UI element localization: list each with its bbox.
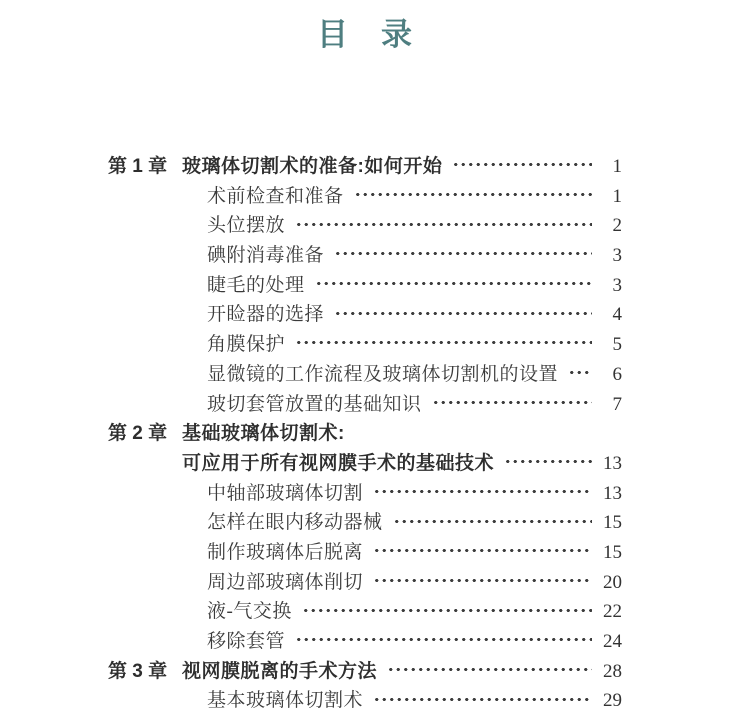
chapter-label: 第 1 章 bbox=[108, 156, 168, 177]
dot-leader bbox=[373, 489, 592, 494]
entry-title: 术前检查和准备 bbox=[207, 185, 344, 207]
dot-leader bbox=[393, 519, 592, 524]
page-number: 29 bbox=[603, 690, 622, 712]
chapter-label: 第 3 章 bbox=[108, 660, 168, 682]
entry-title: 制作玻璃体后脱离 bbox=[207, 541, 364, 563]
entry-title: 角膜保护 bbox=[207, 334, 286, 356]
page-number: 15 bbox=[603, 512, 622, 534]
entry-title: 中轴部玻璃体切割 bbox=[207, 482, 364, 504]
entry-title: 玻切套管放置的基础知识 bbox=[207, 393, 422, 415]
page-number: 3 bbox=[612, 274, 622, 296]
page-title: 目 录 bbox=[317, 17, 413, 52]
dot-leader bbox=[334, 311, 592, 316]
dot-leader bbox=[302, 608, 592, 613]
dot-leader bbox=[373, 697, 592, 702]
entry-title: 碘附消毒准备 bbox=[207, 245, 325, 267]
dot-leader bbox=[295, 340, 592, 345]
dot-leader bbox=[373, 548, 592, 553]
page-number: 2 bbox=[612, 215, 622, 237]
toc-section-row bbox=[108, 479, 622, 509]
page-number: 3 bbox=[612, 245, 622, 267]
dot-leader bbox=[432, 400, 592, 405]
toc-chapter-row bbox=[108, 152, 622, 182]
page-number: 24 bbox=[603, 631, 622, 652]
toc-section-row bbox=[108, 568, 622, 598]
toc-chapter-row bbox=[108, 657, 622, 687]
page-number: 13 bbox=[603, 482, 622, 504]
dot-leader bbox=[295, 222, 592, 227]
page-number: 5 bbox=[612, 334, 622, 356]
page-number: 7 bbox=[612, 393, 622, 415]
entry-title: 显微镜的工作流程及玻璃体切割机的设置 bbox=[207, 363, 559, 385]
page-number: 22 bbox=[603, 601, 622, 623]
toc-section-row bbox=[108, 330, 622, 360]
toc-section-row bbox=[108, 360, 622, 390]
dot-leader bbox=[334, 251, 592, 256]
page-number: 13 bbox=[603, 452, 622, 474]
toc-section-row bbox=[108, 686, 622, 716]
entry-title: 移除套管 bbox=[207, 631, 286, 652]
entry-title: 开睑器的选择 bbox=[207, 304, 325, 326]
entry-title: 怎样在眼内移动器械 bbox=[207, 512, 383, 534]
dot-leader bbox=[504, 459, 592, 464]
dot-leader bbox=[387, 667, 592, 672]
page-number: 28 bbox=[603, 660, 622, 682]
page-number: 1 bbox=[612, 156, 622, 177]
dot-leader bbox=[568, 370, 592, 375]
page-number: 15 bbox=[603, 541, 622, 563]
dot-leader bbox=[354, 192, 592, 197]
page-number: 4 bbox=[612, 304, 622, 326]
entry-title: 基本玻璃体切割术 bbox=[207, 690, 364, 712]
entry-title: 视网膜脱离的手术方法 bbox=[182, 660, 378, 682]
toc-chapter-row bbox=[108, 419, 622, 449]
toc-section-row bbox=[108, 241, 622, 271]
toc-section-row bbox=[108, 597, 622, 627]
dot-leader bbox=[295, 637, 592, 642]
toc-section-row bbox=[108, 300, 622, 330]
toc-section-row bbox=[108, 508, 622, 538]
entry-title: 液-气交换 bbox=[207, 601, 292, 623]
toc-section-row bbox=[108, 538, 622, 568]
entry-title: 可应用于所有视网膜手术的基础技术 bbox=[182, 452, 495, 474]
toc-section-row bbox=[108, 271, 622, 301]
toc-chapter-row bbox=[108, 449, 622, 479]
dot-leader bbox=[373, 578, 592, 583]
toc-section-row bbox=[108, 182, 622, 212]
entry-title: 周边部玻璃体削切 bbox=[207, 571, 364, 593]
page-number: 6 bbox=[612, 363, 622, 385]
entry-title: 玻璃体切割术的准备:如何开始 bbox=[182, 156, 443, 177]
page-number: 20 bbox=[603, 571, 622, 593]
dot-leader bbox=[452, 162, 592, 167]
toc-list bbox=[108, 152, 622, 716]
entry-title: 睫毛的处理 bbox=[207, 274, 305, 296]
toc-section-row bbox=[108, 627, 622, 657]
toc-section-row bbox=[108, 390, 622, 420]
dot-leader bbox=[315, 281, 592, 286]
entry-title: 基础玻璃体切割术: bbox=[182, 423, 345, 445]
page-number: 1 bbox=[612, 185, 622, 207]
chapter-label: 第 2 章 bbox=[108, 423, 168, 445]
entry-title: 头位摆放 bbox=[207, 215, 286, 237]
toc-section-row bbox=[108, 211, 622, 241]
